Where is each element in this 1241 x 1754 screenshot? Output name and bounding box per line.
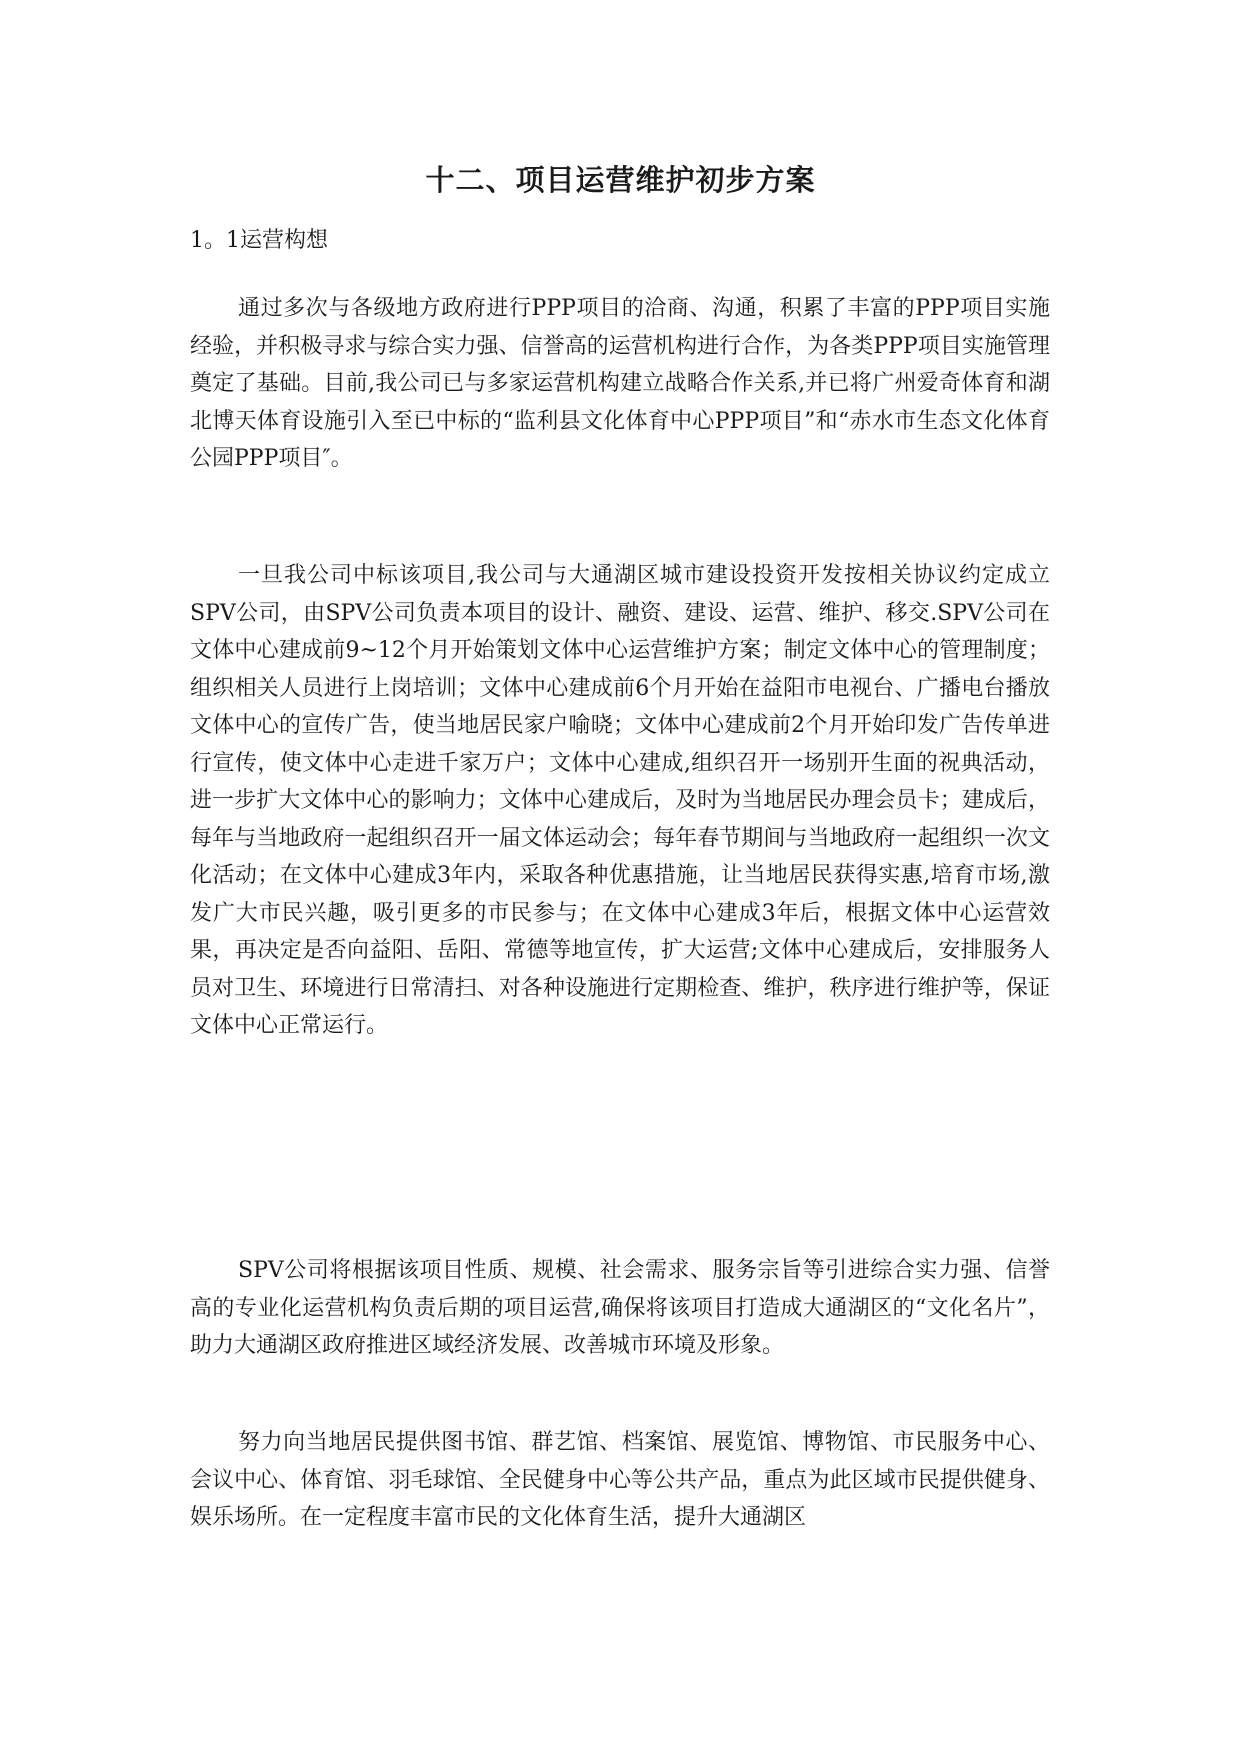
paragraph-operation-experience: 通过多次与各级地方政府进行PPP项目的洽商、沟通，积累了丰富的PPP项目实施经验，并积极寻求与综合实力强、信誉高的运营机构进行合作，为各类PPP项目实施管理奠定了基础。目前,我公司已与多家运营机构建立战略合作关系,并已将广州爱奇体育和湖北博天体育设施引入至已中标的“监利县文化体育中心PPP项目”和“赤水市生态文化体育公园PPP项目″。 <box>190 296 1050 471</box>
paragraph-spv-plan: 一旦我公司中标该项目,我公司与大通湖区城市建设投资开发按相关协议约定成立SPV公司，由SPV公司负责本项目的设计、融资、建设、运营、维护、移交.SPV公司在文体中心建成前9~12个月开始策划文体中心运营维护方案；制定文体中心的管理制度；组织相关人员进行上岗培训；文体中心建成前6个月开始在益阳市电视台、广播电台播放文体中心的宣传广告，使当地居民家户喻晓；文体中心建成前2个月开始印发广告传单进行宣传，使文体中心走进千家万户；文体中心建成,组织召开一场别开生面的祝典活动，进一步扩大文体中心的影响力；文体中心建成后，及时为当地居民办理会员卡；建成后，每年与当地政府一起组织召开一届文体运动会；每年春节期间与当地政府一起组织一次文化活动；在文体中心建成3年内，采取各种优惠措施，让当地居民获得实惠,培育市场,激发广大市民兴趣，吸引更多的市民参与；在文体中心建成3年后，根据文体中心运营效果，再决定是否向益阳、岳阳、常德等地宣传，扩大运营;文体中心建成后，安排服务人员对卫生、环境进行日常清扫、对各种设施进行定期检查、维护，秩序进行维护等，保证文体中心正常运行。 <box>190 563 1050 1038</box>
page-title: 十二、项目运营维护初步方案 <box>425 163 816 197</box>
section-heading: 1。1运营构想 <box>190 228 328 253</box>
paragraph-professional-operator: SPV公司将根据该项目性质、规模、社会需求、服务宗旨等引进综合实力强、信誉高的专业化运营机构负责后期的项目运营,确保将该项目打造成大通湖区的“文化名片”，助力大通湖区政府推进区域经济发展、改善城市环境及形象。 <box>190 1258 1050 1358</box>
paragraph-public-products: 努力向当地居民提供图书馆、群艺馆、档案馆、展览馆、博物馆、市民服务中心、会议中心、体育馆、羽毛球馆、全民健身中心等公共产品，重点为此区域市民提供健身、娱乐场所。在一定程度丰富市民的文化体育生活，提升大通湖区 <box>190 1430 1050 1530</box>
